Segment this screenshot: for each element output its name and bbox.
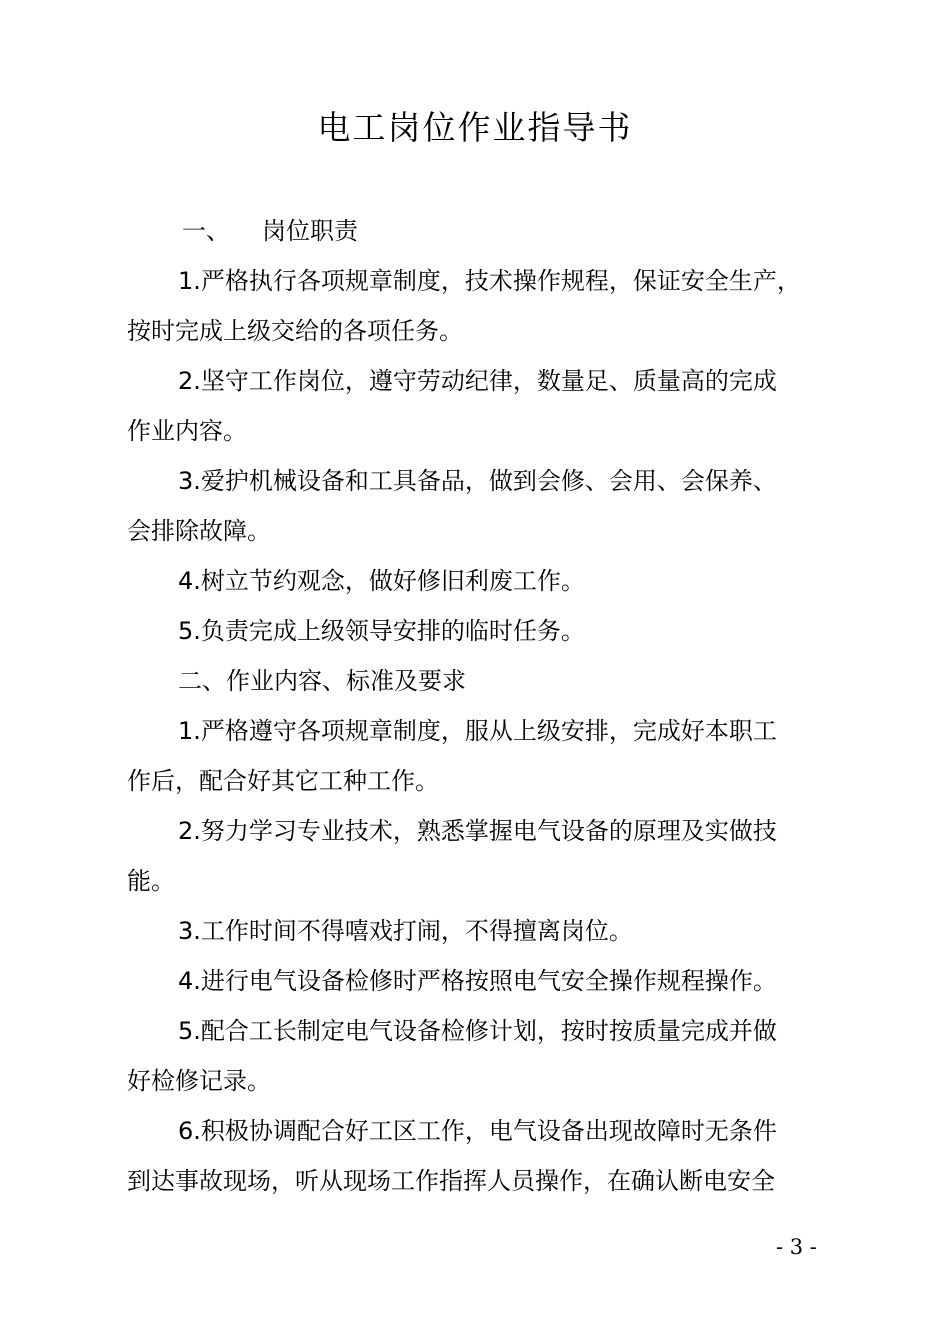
paragraph-line: 作后，配合好其它工种工作。: [127, 767, 439, 795]
page-number: - 3 -: [776, 1235, 817, 1259]
paragraph-line: 会排除故障。: [127, 517, 271, 545]
paragraph-line: 按时完成上级交给的各项任务。: [127, 317, 463, 345]
paragraph-line: 到达事故现场，听从现场工作指挥人员操作，在确认断电安全: [127, 1167, 775, 1195]
paragraph-line: 4.树立节约观念，做好修旧利废工作。: [178, 567, 585, 595]
section-heading-requirements: 二、作业内容、标准及要求: [178, 667, 466, 695]
paragraph-line: 2.坚守工作岗位，遵守劳动纪律，数量足、质量高的完成: [178, 367, 777, 395]
paragraph-line: 能。: [127, 867, 175, 895]
section-number: 一、: [182, 217, 230, 245]
paragraph-line: 1.严格遵守各项规章制度，服从上级安排，完成好本职工: [178, 717, 777, 745]
paragraph-line: 6.积极协调配合好工区工作，电气设备出现故障时无条件: [178, 1117, 777, 1145]
paragraph-line: 3.爱护机械设备和工具备品，做到会修、会用、会保养、: [178, 467, 777, 495]
section-title: 岗位职责: [262, 217, 358, 245]
paragraph-line: 好检修记录。: [127, 1067, 271, 1095]
paragraph-line: 作业内容。: [127, 417, 247, 445]
paragraph-line: 5.配合工长制定电气设备检修计划，按时按质量完成并做: [178, 1017, 777, 1045]
paragraph-line: 3.工作时间不得嘻戏打闹，不得擅离岗位。: [178, 917, 633, 945]
paragraph-line: 2.努力学习专业技术，熟悉掌握电气设备的原理及实做技: [178, 817, 777, 845]
paragraph-line: 1.严格执行各项规章制度，技术操作规程，保证安全生产，: [178, 267, 801, 295]
document-title: 电工岗位作业指导书: [317, 108, 633, 147]
paragraph-line: 5.负责完成上级领导安排的临时任务。: [178, 617, 585, 645]
document-body: [127, 206, 827, 1206]
paragraph-line: 4.进行电气设备检修时严格按照电气安全操作规程操作。: [178, 967, 777, 995]
section-heading-duties: [127, 206, 827, 256]
